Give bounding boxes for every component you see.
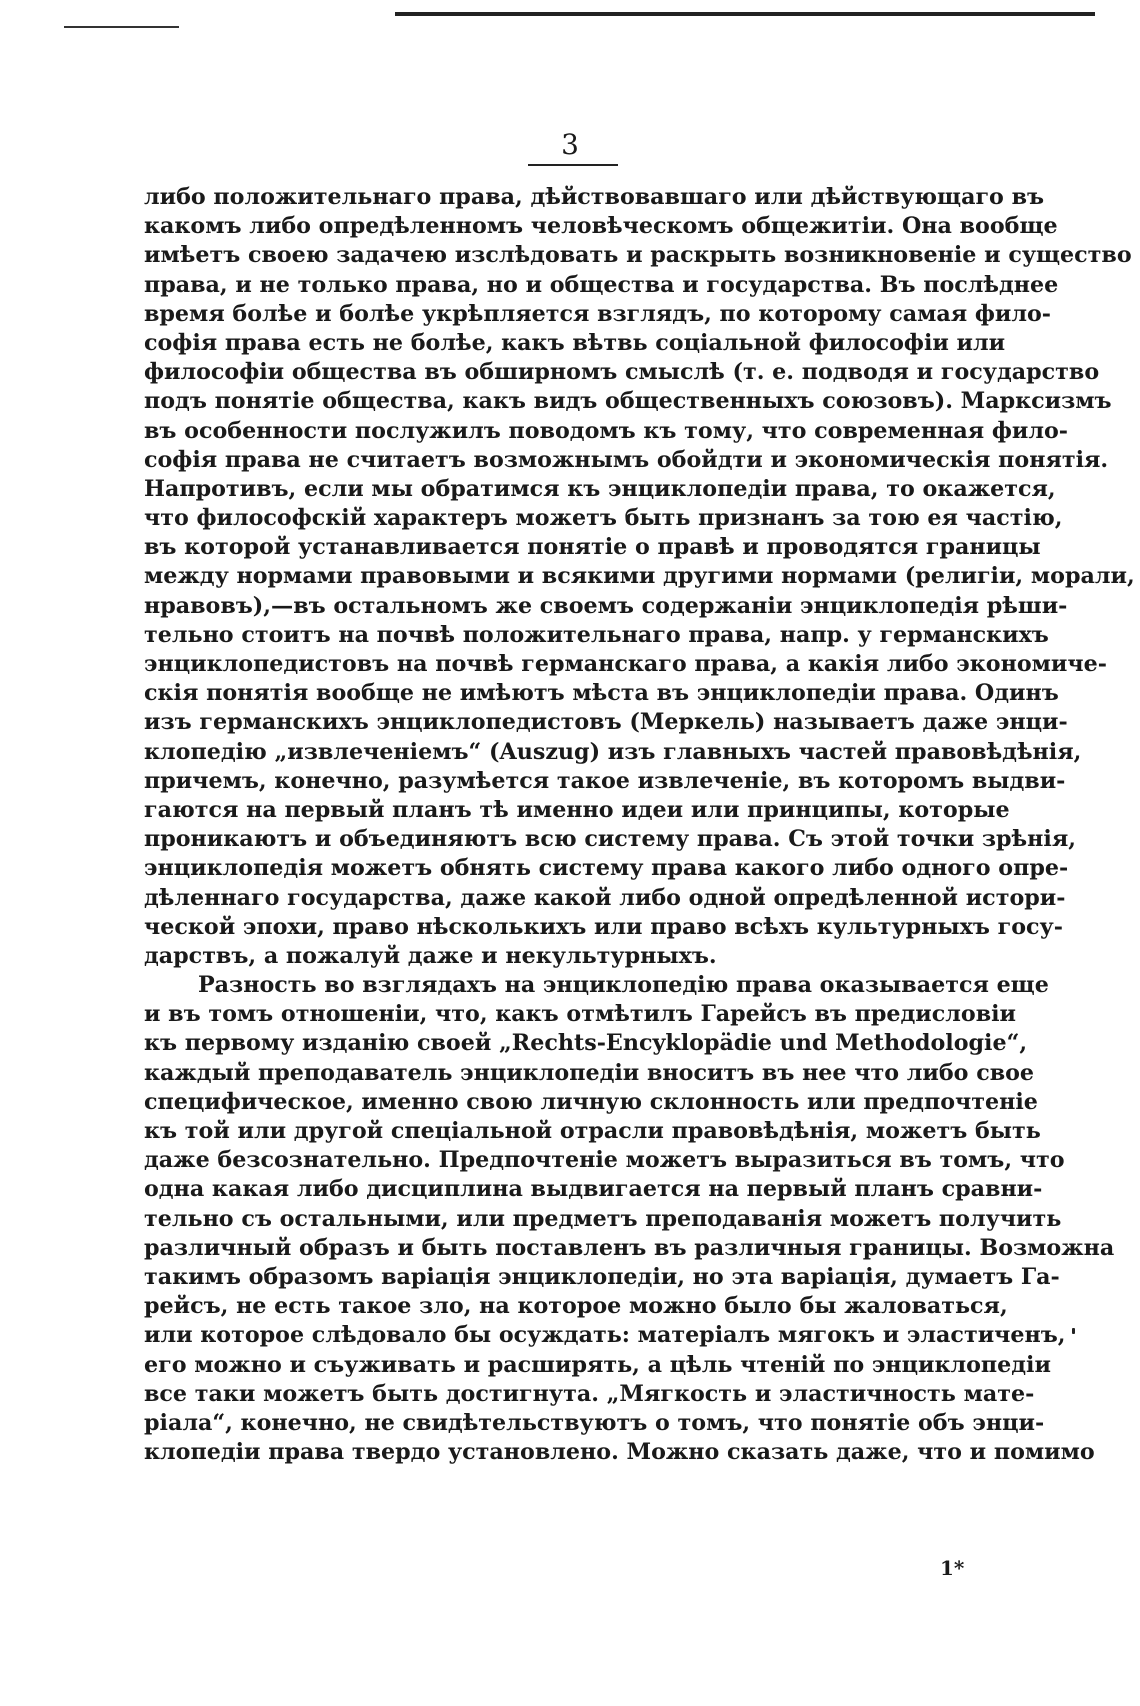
- text-line: дѣленнаго государства, даже какой либо одной опредѣленной истори-: [144, 884, 1066, 911]
- text-line: имѣетъ своею задачею изслѣдовать и раскрыть возникновеніе и существо: [144, 242, 1132, 269]
- page-number-underline: [528, 164, 618, 166]
- text-line: изъ германскихъ энциклопедистовъ (Меркель) называетъ даже энци-: [144, 709, 1068, 736]
- text-line: рейсъ, не есть такое зло, на которое можно было бы жаловаться,: [144, 1293, 1008, 1320]
- paragraph: [144, 971, 1115, 1467]
- text-line: его можно и съуживать и расширять, а цѣль чтеній по энциклопедіи: [144, 1351, 1051, 1378]
- text-line: Напротивъ, если мы обратимся къ энциклопедіи права, то окажется,: [144, 475, 1056, 502]
- text-line: что философскій характеръ можетъ быть признанъ за тою ея частію,: [144, 505, 1063, 532]
- top-rule: [395, 12, 1095, 16]
- text-line: дарствъ, а пожалуй даже и некультурныхъ.: [144, 942, 717, 969]
- text-line: каждый преподаватель энциклопедіи вноситъ въ нее что либо свое: [144, 1059, 1035, 1086]
- text-line: скія понятія вообще не имѣютъ мѣста въ энциклопедіи права. Одинъ: [144, 680, 1059, 707]
- text-line: либо положительнаго права, дѣйствовавшаго или дѣйствующаго въ: [144, 184, 1045, 210]
- text-line: или которое слѣдовало бы осуждать: матеріалъ мягокъ и эластиченъ,: [144, 1322, 1066, 1349]
- body-text: [144, 183, 1135, 1467]
- text-line: къ первому изданію своей „Rechts-Encyklopädie und Methodologie“,: [144, 1030, 1028, 1057]
- text-line: ріала“, конечно, не свидѣтельствуютъ о томъ, что понятіе объ энци-: [144, 1409, 1045, 1436]
- top-left-rule: [64, 26, 179, 28]
- paragraph: [144, 183, 1135, 971]
- text-line: такимъ образомъ варіація энциклопедіи, но эта варіація, думаетъ Га-: [144, 1263, 1060, 1290]
- text-line: время болѣе и болѣе укрѣпляется взглядъ, по которому самая фило-: [144, 300, 1051, 327]
- text-line: софія права не считаетъ возможнымъ обойдти и экономическія понятія.: [144, 446, 1109, 473]
- text-line: между нормами правовыми и всякими другими нормами (религіи, морали,: [144, 563, 1135, 590]
- text-line: нравовъ),—въ остальномъ же своемъ содержаніи энциклопедія рѣши-: [144, 592, 1068, 619]
- text-line: какомъ либо опредѣленномъ человѣческомъ общежитіи. Она вообще: [144, 213, 1058, 240]
- text-line: софія права есть не болѣе, какъ вѣтвь соціальной философіи или: [144, 329, 1006, 356]
- text-line: ческой эпохи, право нѣсколькихъ или право всѣхъ культурныхъ госу-: [144, 913, 1063, 940]
- text-line: тельно съ остальными, или предметъ преподаванія можетъ получить: [144, 1205, 1062, 1232]
- text-line: клопедіи права твердо установлено. Можно сказать даже, что и помимо: [144, 1439, 1095, 1466]
- text-line: права, и не только права, но и общества и государства. Въ послѣднее: [144, 271, 1059, 298]
- text-line: энциклопедія можетъ обнять систему права какого либо одного опре-: [144, 855, 1069, 882]
- text-line: гаются на первый планъ тѣ именно идеи или принципы, которые: [144, 796, 1010, 823]
- text-line: одна какая либо дисциплина выдвигается на первый планъ сравни-: [144, 1176, 1043, 1203]
- page-number: 3: [561, 128, 579, 161]
- text-line: въ которой устанавливается понятіе о правѣ и проводятся границы: [144, 534, 1041, 561]
- signature-mark: 1*: [940, 1556, 965, 1580]
- text-line: и въ томъ отношеніи, что, какъ отмѣтилъ Гарейсъ въ предисловіи: [144, 1001, 1017, 1028]
- text-line: все таки можетъ быть достигнута. „Мягкость и эластичность мате-: [144, 1380, 1035, 1407]
- text-line: проникаютъ и объединяютъ всю систему права. Съ этой точки зрѣнія,: [144, 826, 1076, 853]
- text-line: тельно стоитъ на почвѣ положительнаго права, напр. у германскихъ: [144, 621, 1049, 648]
- text-line: даже безсознательно. Предпочтеніе можетъ выразиться въ томъ, что: [144, 1147, 1065, 1174]
- text-line: Разность во взглядахъ на энциклопедію права оказывается еще: [198, 972, 1049, 999]
- ink-speck: [1072, 1328, 1075, 1334]
- text-line: философіи общества въ обширномъ смыслѣ (т. е. подводя и государство: [144, 359, 1100, 386]
- text-line: клопедію „извлеченіемъ“ (Auszug) изъ главныхъ частей правовѣдѣнія,: [144, 738, 1082, 765]
- text-line: причемъ, конечно, разумѣется такое извлеченіе, въ которомъ выдви-: [144, 767, 1066, 794]
- text-line: къ той или другой спеціальной отрасли правовѣдѣнія, можетъ быть: [144, 1118, 1041, 1144]
- text-line: различный образъ и быть поставленъ въ различныя границы. Возможна: [144, 1234, 1115, 1261]
- text-line: подъ понятіе общества, какъ видъ общественныхъ союзовъ). Марксизмъ: [144, 388, 1112, 415]
- text-line: въ особенности послужилъ поводомъ къ тому, что современная фило-: [144, 417, 1068, 444]
- text-line: энциклопедистовъ на почвѣ германскаго права, а какія либо экономиче-: [144, 651, 1107, 677]
- text-line: специфическое, именно свою личную склонность или предпочтеніе: [144, 1088, 1038, 1115]
